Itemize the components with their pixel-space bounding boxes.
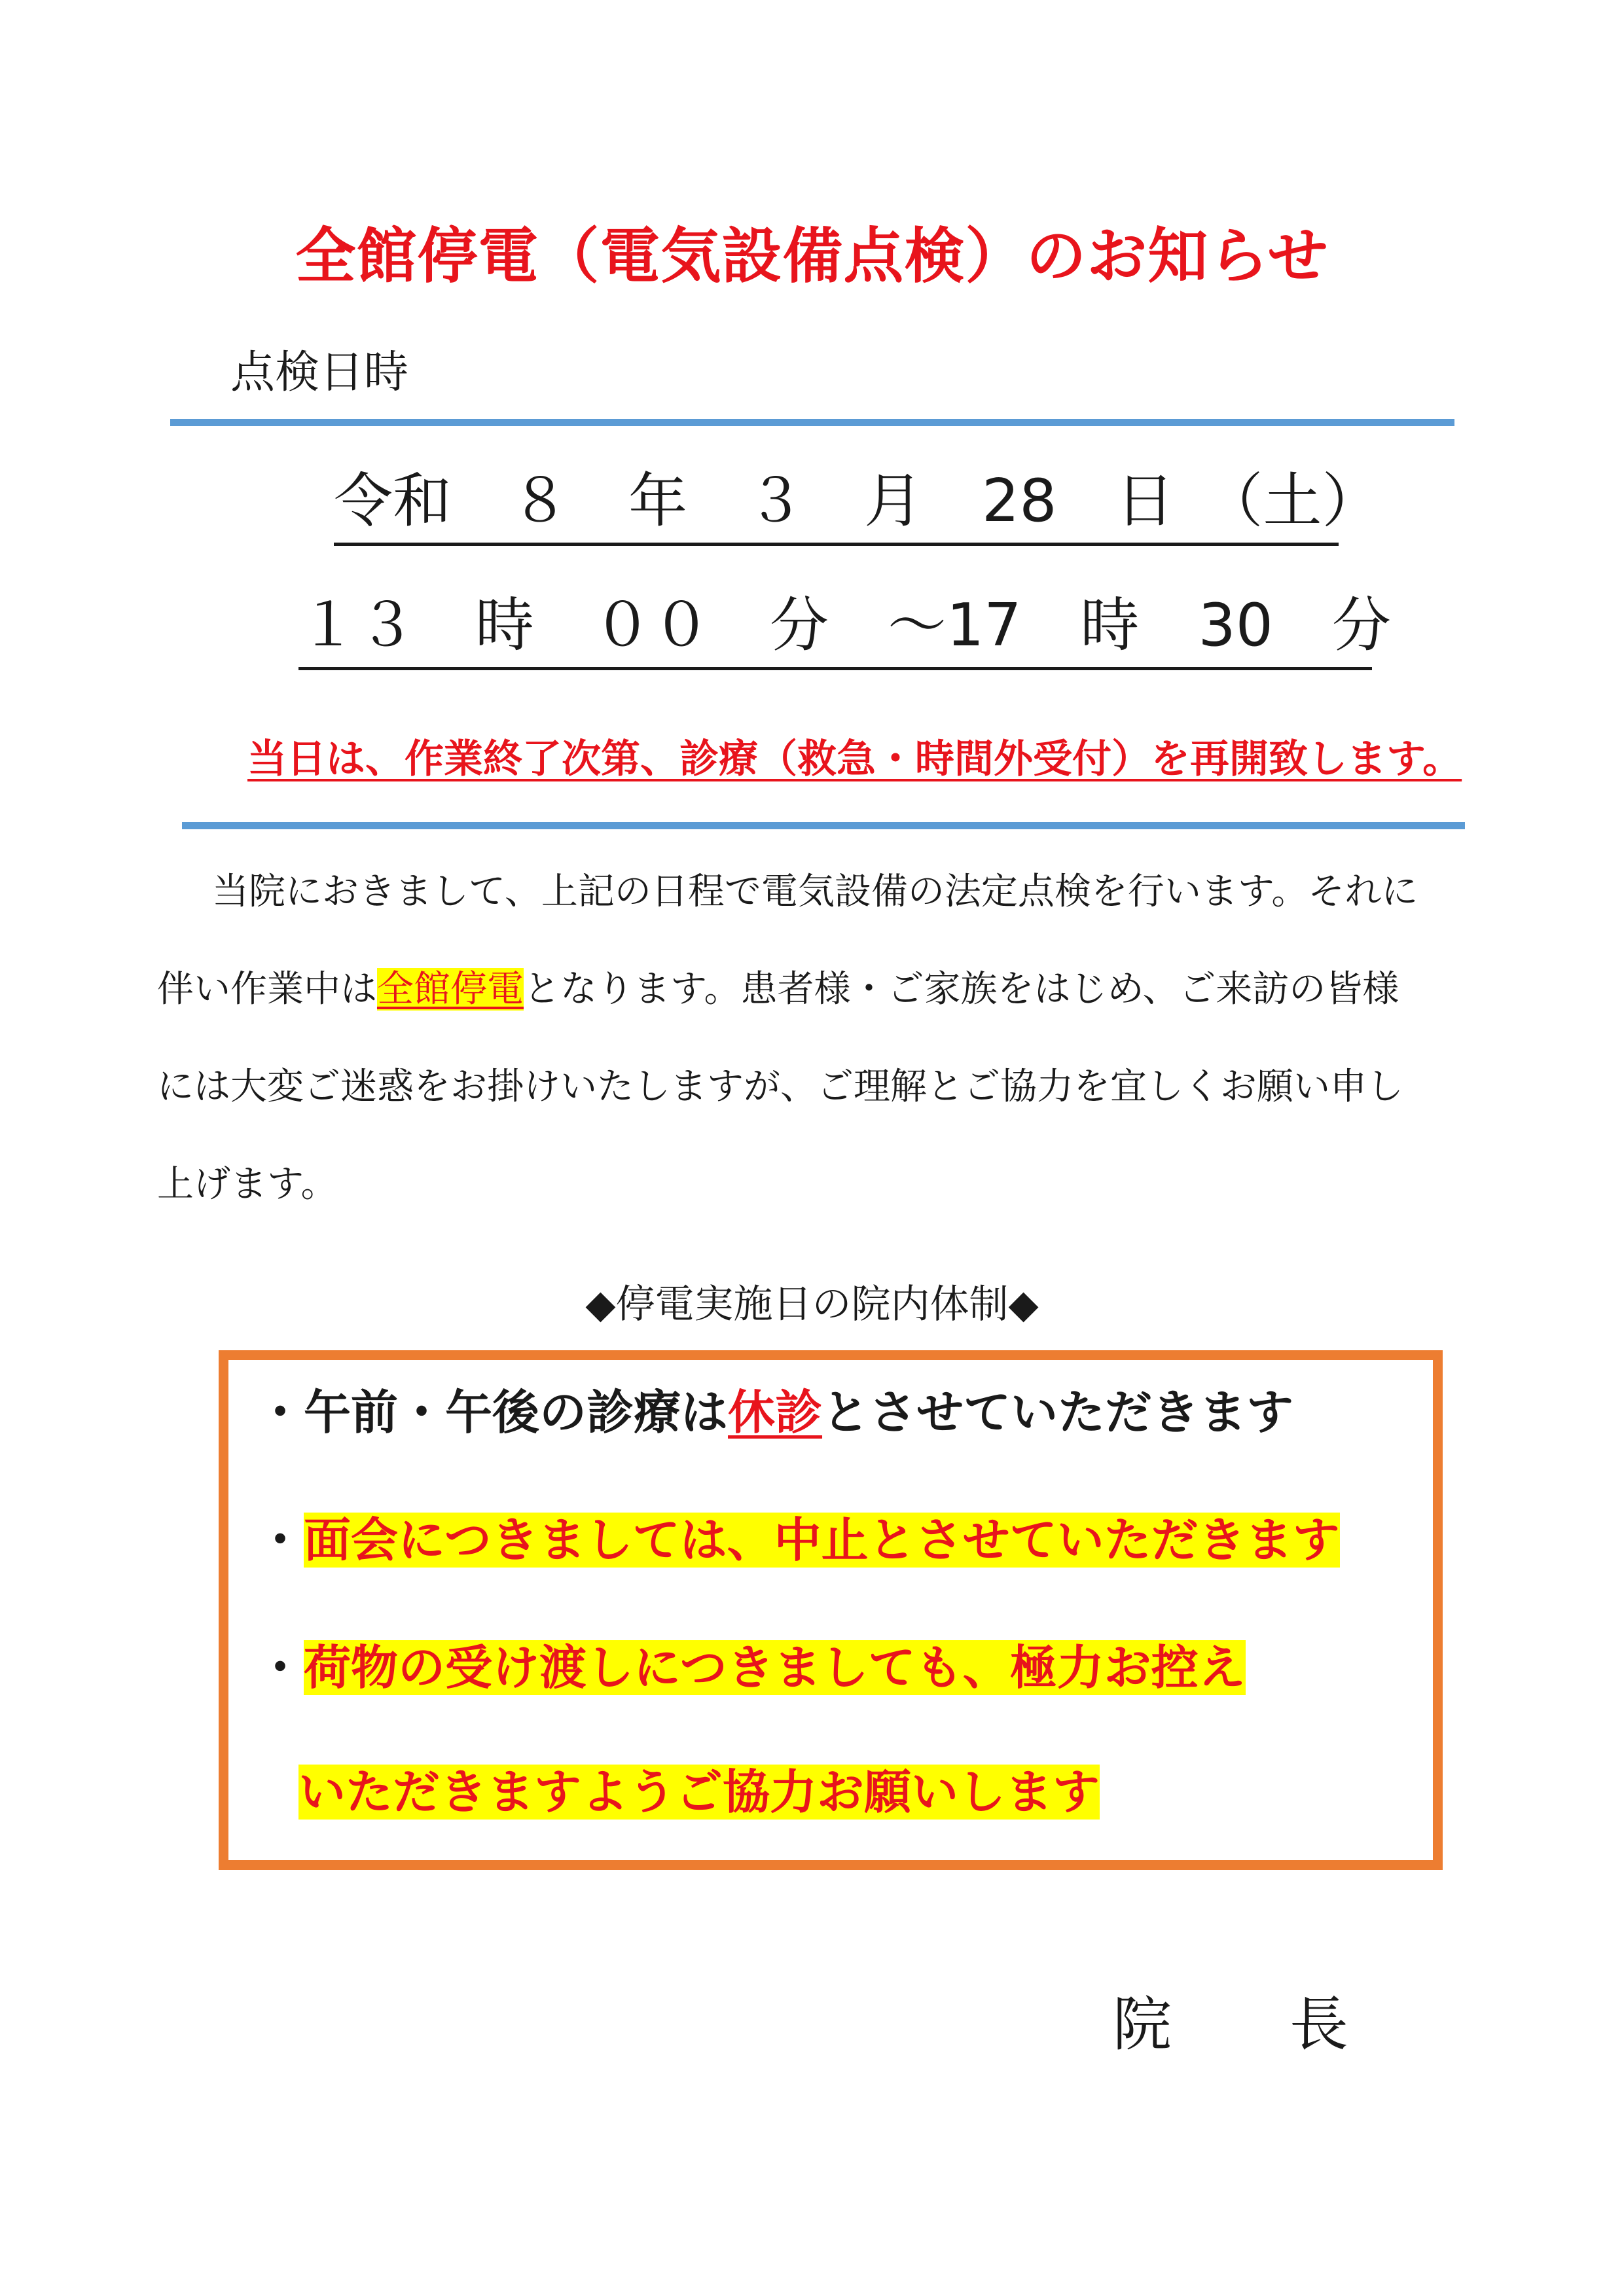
- schedule-heading: ◆停電実施日の院内体制◆: [585, 1282, 1039, 1327]
- schedule-item-1-after: とさせていただきます: [822, 1385, 1294, 1440]
- bullet-1: ・: [257, 1385, 304, 1440]
- schedule-item-2: [257, 1512, 1340, 1568]
- inspection-label: 点検日時: [230, 347, 409, 399]
- body-line-3: には大変ご迷惑をお掛けいたしますが、ご理解とご協力を宜しくお願い申し: [157, 1066, 1403, 1108]
- schedule-item-1-before: 午前・午後の診療は: [304, 1385, 729, 1440]
- body-line-2: [157, 960, 1399, 1013]
- inspection-date: 令和 ８ 年 ３ 月 28 日 （土）: [334, 465, 1339, 546]
- divider-top: [170, 419, 1454, 426]
- notice-title: 全館停電（電気設備点検）のお知らせ: [295, 221, 1329, 291]
- blackout-highlight: 全館停電: [377, 968, 524, 1011]
- schedule-item-2-text: 面会につきましては、中止とさせていただきます: [304, 1513, 1340, 1568]
- bullet-3: ・: [257, 1640, 304, 1695]
- body-line-2-after: となります。患者様・ご家族をはじめ、ご来訪の皆様: [524, 968, 1399, 1011]
- divider-bottom: [182, 822, 1465, 829]
- signature: 院 長: [1113, 1990, 1348, 2059]
- schedule-item-1: [257, 1384, 1293, 1441]
- body-line-1: 当院におきまして、上記の日程で電気設備の法定点検を行います。それに: [212, 870, 1418, 913]
- reopen-note: 当日は、作業終了次第、診療（救急・時間外受付）を再開致します。: [247, 736, 1462, 782]
- body-line-4: 上げます。: [157, 1163, 338, 1206]
- schedule-item-3-text: 荷物の受け渡しにつきましても、極力お控え: [304, 1640, 1246, 1695]
- closed-highlight: 休診: [728, 1385, 823, 1440]
- inspection-time: １３ 時 ００ 分 ～17 時 30 分: [298, 589, 1372, 670]
- schedule-item-3-continued: [298, 1764, 1100, 1820]
- schedule-item-3-text-2: いただきますようご協力お願いします: [298, 1765, 1100, 1820]
- body-line-2-before: 伴い作業中は: [157, 968, 377, 1011]
- schedule-item-3: [257, 1640, 1246, 1696]
- bullet-2: ・: [257, 1513, 304, 1568]
